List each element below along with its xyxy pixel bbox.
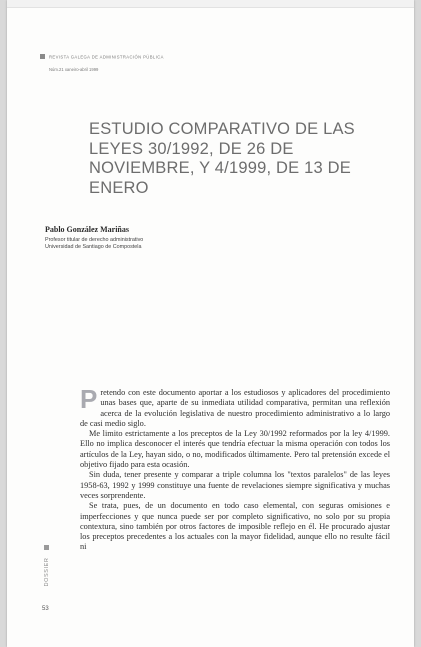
author-affiliation-1: Profesor titular de derecho administrativo [45,237,144,243]
article-title: ESTUDIO COMPARATIVO DE LAS LEYES 30/1992, DE 26 DE NOVIEMBRE, Y 4/1999, DE 13 DE ENERO [89,120,355,197]
section-marker [44,545,52,595]
square-bullet-icon [40,54,45,59]
viewer-top-bar [7,0,414,8]
paragraph-2: Me limito estrictamente a los preceptos de la Ley 30/1992 reformados por la ley 4/1999. Ello no implica desconocer el interés que tendría efectuar la misma operación con todos los artículos de la Ley, hayan sido, o no, modificados últimamente. Pero tal pretensión excede el objetivo fijado para esta ocasión. [80,429,390,470]
paragraph-3: Sin duda, tener presente y comparar a triple columna los "textos paralelos" de las leyes 1958-63, 1992 y 1999 constituye una fuente de revelaciones siempre significativa y muchas veces sorprendente. [80,470,390,500]
drop-cap: P [80,384,98,414]
paragraph-1-text: retendo con este documento aportar a los estudiosos y aplicadores del procedimiento unas bases que, aparte de su inmediata utilidad comparativa, permitan una reflexión acerca de la evolución legislativa de nuestro procedimiento administrativo a lo largo de casi medio siglo. [80,388,390,428]
journal-name: REVISTA GALEGA DE ADMINISTRACIÓN PÚBLICA [49,54,164,60]
paragraph-4: Se trata, pues, de un documento en todo caso elemental, con seguras omisiones e imperfecciones y que nunca puede ser por completo significativo, no solo por su propia contextura, sino también por otros factores de imposible reflejo en él. He procurado ajustar los preceptos precedentes a los actuales con la mayor fidelidad, aunque ello no resulte fácil ni [80,501,390,552]
author-name: Pablo González Mariñas [45,225,129,234]
journal-issue: Núm.21 xaneiro-abril 1999 [49,67,99,72]
document-page [7,0,414,647]
square-bullet-icon [44,545,49,550]
journal-header [40,48,164,72]
article-body [80,384,390,553]
page-number: 53 [42,606,49,612]
author-affiliation-2: Universidad de Santiago de Compostela [45,244,142,250]
author-block [45,225,143,251]
section-label: DOSSIER [44,557,50,587]
paragraph-1 [80,384,390,429]
